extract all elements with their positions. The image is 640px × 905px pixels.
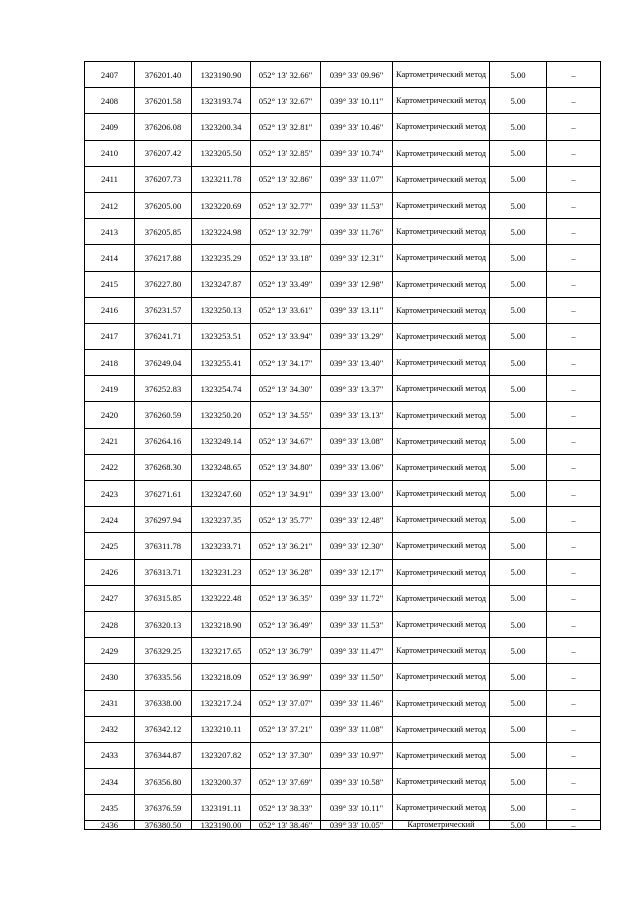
accuracy-cell: 5.00	[490, 140, 547, 166]
point-number-cell: 2422	[85, 454, 135, 480]
x-coordinate-cell: 376260.59	[135, 402, 192, 428]
latitude-cell: 052° 13' 34.91"	[251, 481, 321, 507]
longitude-cell: 039° 33' 12.98"	[321, 271, 393, 297]
note-cell: –	[547, 611, 601, 637]
latitude-cell: 052° 13' 36.21"	[251, 533, 321, 559]
table-row	[85, 821, 601, 830]
point-number-cell: 2436	[85, 821, 135, 830]
y-coordinate-cell: 1323253.51	[192, 323, 251, 349]
note-cell: –	[547, 821, 601, 830]
note-cell: –	[547, 533, 601, 559]
point-number-cell: 2415	[85, 271, 135, 297]
longitude-cell: 039° 33' 13.29"	[321, 323, 393, 349]
point-number-cell: 2414	[85, 245, 135, 271]
accuracy-cell: 5.00	[490, 166, 547, 192]
longitude-cell: 039° 33' 10.46"	[321, 114, 393, 140]
note-cell: –	[547, 454, 601, 480]
y-coordinate-cell: 1323210.11	[192, 716, 251, 742]
x-coordinate-cell: 376207.42	[135, 140, 192, 166]
latitude-cell: 052° 13' 38.46"	[251, 821, 321, 830]
method-cell: Картометрический метод	[393, 664, 490, 690]
longitude-cell: 039° 33' 11.53"	[321, 192, 393, 218]
method-cell: Картометрический метод	[393, 192, 490, 218]
latitude-cell: 052° 13' 36.79"	[251, 638, 321, 664]
accuracy-cell: 5.00	[490, 585, 547, 611]
method-cell: Картометрический метод	[393, 376, 490, 402]
point-number-cell: 2424	[85, 507, 135, 533]
note-cell: –	[547, 245, 601, 271]
point-number-cell: 2425	[85, 533, 135, 559]
latitude-cell: 052° 13' 34.67"	[251, 428, 321, 454]
latitude-cell: 052° 13' 33.94"	[251, 323, 321, 349]
table-row	[85, 769, 601, 795]
accuracy-cell: 5.00	[490, 664, 547, 690]
method-cell: Картометрический метод	[393, 166, 490, 192]
method-cell: Картометрический метод	[393, 271, 490, 297]
note-cell: –	[547, 742, 601, 768]
point-number-cell: 2409	[85, 114, 135, 140]
latitude-cell: 052° 13' 36.99"	[251, 664, 321, 690]
latitude-cell: 052° 13' 34.30"	[251, 376, 321, 402]
point-number-cell: 2435	[85, 795, 135, 821]
point-number-cell: 2431	[85, 690, 135, 716]
point-number-cell: 2432	[85, 716, 135, 742]
table-row	[85, 611, 601, 637]
x-coordinate-cell: 376344.87	[135, 742, 192, 768]
point-number-cell: 2434	[85, 769, 135, 795]
y-coordinate-cell: 1323190.00	[192, 821, 251, 830]
table-row	[85, 219, 601, 245]
table-row	[85, 350, 601, 376]
note-cell: –	[547, 219, 601, 245]
longitude-cell: 039° 33' 12.17"	[321, 559, 393, 585]
point-number-cell: 2417	[85, 323, 135, 349]
latitude-cell: 052° 13' 35.77"	[251, 507, 321, 533]
table-row	[85, 140, 601, 166]
accuracy-cell: 5.00	[490, 219, 547, 245]
table-row	[85, 271, 601, 297]
y-coordinate-cell: 1323200.37	[192, 769, 251, 795]
y-coordinate-cell: 1323190.90	[192, 62, 251, 88]
note-cell: –	[547, 271, 601, 297]
table-row	[85, 323, 601, 349]
latitude-cell: 052° 13' 34.55"	[251, 402, 321, 428]
x-coordinate-cell: 376297.94	[135, 507, 192, 533]
table-row	[85, 690, 601, 716]
y-coordinate-cell: 1323249.14	[192, 428, 251, 454]
note-cell: –	[547, 192, 601, 218]
x-coordinate-cell: 376252.83	[135, 376, 192, 402]
method-cell: Картометрический метод	[393, 140, 490, 166]
point-number-cell: 2416	[85, 297, 135, 323]
longitude-cell: 039° 33' 10.11"	[321, 88, 393, 114]
point-number-cell: 2411	[85, 166, 135, 192]
method-cell: Картометрический метод	[393, 88, 490, 114]
note-cell: –	[547, 297, 601, 323]
point-number-cell: 2430	[85, 664, 135, 690]
note-cell: –	[547, 114, 601, 140]
y-coordinate-cell: 1323218.09	[192, 664, 251, 690]
note-cell: –	[547, 507, 601, 533]
x-coordinate-cell: 376313.71	[135, 559, 192, 585]
method-cell: Картометрический метод	[393, 507, 490, 533]
table-row	[85, 428, 601, 454]
table-row	[85, 376, 601, 402]
method-cell: Картометрический метод	[393, 219, 490, 245]
y-coordinate-cell: 1323233.71	[192, 533, 251, 559]
table-row	[85, 114, 601, 140]
accuracy-cell: 5.00	[490, 62, 547, 88]
longitude-cell: 039° 33' 10.74"	[321, 140, 393, 166]
longitude-cell: 039° 33' 12.48"	[321, 507, 393, 533]
point-number-cell: 2410	[85, 140, 135, 166]
longitude-cell: 039° 33' 13.00"	[321, 481, 393, 507]
y-coordinate-cell: 1323217.24	[192, 690, 251, 716]
point-number-cell: 2428	[85, 611, 135, 637]
table-row	[85, 297, 601, 323]
table-row	[85, 166, 601, 192]
method-cell: Картометрический метод	[393, 481, 490, 507]
x-coordinate-cell: 376264.16	[135, 428, 192, 454]
method-cell: Картометрический метод	[393, 585, 490, 611]
method-cell: Картометрический метод	[393, 638, 490, 664]
y-coordinate-cell: 1323217.65	[192, 638, 251, 664]
longitude-cell: 039° 33' 13.11"	[321, 297, 393, 323]
accuracy-cell: 5.00	[490, 795, 547, 821]
accuracy-cell: 5.00	[490, 297, 547, 323]
x-coordinate-cell: 376207.73	[135, 166, 192, 192]
latitude-cell: 052° 13' 32.86"	[251, 166, 321, 192]
note-cell: –	[547, 323, 601, 349]
table-row	[85, 62, 601, 88]
note-cell: –	[547, 664, 601, 690]
y-coordinate-cell: 1323211.78	[192, 166, 251, 192]
longitude-cell: 039° 33' 11.07"	[321, 166, 393, 192]
point-number-cell: 2429	[85, 638, 135, 664]
longitude-cell: 039° 33' 12.30"	[321, 533, 393, 559]
method-cell: Картометрический метод	[393, 742, 490, 768]
x-coordinate-cell: 376205.85	[135, 219, 192, 245]
latitude-cell: 052° 13' 37.21"	[251, 716, 321, 742]
x-coordinate-cell: 376376.59	[135, 795, 192, 821]
latitude-cell: 052° 13' 32.79"	[251, 219, 321, 245]
accuracy-cell: 5.00	[490, 114, 547, 140]
method-cell: Картометрический метод	[393, 716, 490, 742]
point-number-cell: 2419	[85, 376, 135, 402]
table-row	[85, 402, 601, 428]
latitude-cell: 052° 13' 33.49"	[251, 271, 321, 297]
longitude-cell: 039° 33' 11.46"	[321, 690, 393, 716]
accuracy-cell: 5.00	[490, 559, 547, 585]
y-coordinate-cell: 1323235.29	[192, 245, 251, 271]
x-coordinate-cell: 376271.61	[135, 481, 192, 507]
table-body	[85, 62, 601, 830]
note-cell: –	[547, 559, 601, 585]
accuracy-cell: 5.00	[490, 769, 547, 795]
note-cell: –	[547, 690, 601, 716]
point-number-cell: 2413	[85, 219, 135, 245]
table-row	[85, 245, 601, 271]
longitude-cell: 039° 33' 13.13"	[321, 402, 393, 428]
table-row	[85, 507, 601, 533]
note-cell: –	[547, 350, 601, 376]
x-coordinate-cell: 376201.58	[135, 88, 192, 114]
latitude-cell: 052° 13' 37.07"	[251, 690, 321, 716]
longitude-cell: 039° 33' 11.53"	[321, 611, 393, 637]
latitude-cell: 052° 13' 33.61"	[251, 297, 321, 323]
point-number-cell: 2426	[85, 559, 135, 585]
table-row	[85, 559, 601, 585]
longitude-cell: 039° 33' 13.08"	[321, 428, 393, 454]
latitude-cell: 052° 13' 36.35"	[251, 585, 321, 611]
y-coordinate-cell: 1323220.69	[192, 192, 251, 218]
longitude-cell: 039° 33' 13.37"	[321, 376, 393, 402]
note-cell: –	[547, 585, 601, 611]
note-cell: –	[547, 795, 601, 821]
note-cell: –	[547, 716, 601, 742]
method-cell: Картометрический метод	[393, 350, 490, 376]
method-cell: Картометрический метод	[393, 114, 490, 140]
y-coordinate-cell: 1323218.90	[192, 611, 251, 637]
longitude-cell: 039° 33' 13.40"	[321, 350, 393, 376]
accuracy-cell: 5.00	[490, 821, 547, 830]
x-coordinate-cell: 376335.56	[135, 664, 192, 690]
method-cell: Картометрический метод	[393, 533, 490, 559]
x-coordinate-cell: 376217.88	[135, 245, 192, 271]
y-coordinate-cell: 1323247.60	[192, 481, 251, 507]
latitude-cell: 052° 13' 36.49"	[251, 611, 321, 637]
longitude-cell: 039° 33' 11.08"	[321, 716, 393, 742]
accuracy-cell: 5.00	[490, 690, 547, 716]
x-coordinate-cell: 376320.13	[135, 611, 192, 637]
y-coordinate-cell: 1323254.74	[192, 376, 251, 402]
accuracy-cell: 5.00	[490, 402, 547, 428]
x-coordinate-cell: 376206.08	[135, 114, 192, 140]
y-coordinate-cell: 1323255.41	[192, 350, 251, 376]
latitude-cell: 052° 13' 32.81"	[251, 114, 321, 140]
table-row	[85, 716, 601, 742]
x-coordinate-cell: 376241.71	[135, 323, 192, 349]
y-coordinate-cell: 1323193.74	[192, 88, 251, 114]
x-coordinate-cell: 376205.00	[135, 192, 192, 218]
method-cell: Картометрический метод	[393, 62, 490, 88]
y-coordinate-cell: 1323247.87	[192, 271, 251, 297]
method-cell: Картометрический метод	[393, 454, 490, 480]
accuracy-cell: 5.00	[490, 271, 547, 297]
x-coordinate-cell: 376380.50	[135, 821, 192, 830]
longitude-cell: 039° 33' 10.58"	[321, 769, 393, 795]
y-coordinate-cell: 1323250.13	[192, 297, 251, 323]
longitude-cell: 039° 33' 11.50"	[321, 664, 393, 690]
latitude-cell: 052° 13' 38.33"	[251, 795, 321, 821]
x-coordinate-cell: 376342.12	[135, 716, 192, 742]
method-cell: Картометрический метод	[393, 559, 490, 585]
accuracy-cell: 5.00	[490, 376, 547, 402]
accuracy-cell: 5.00	[490, 192, 547, 218]
x-coordinate-cell: 376231.57	[135, 297, 192, 323]
point-number-cell: 2421	[85, 428, 135, 454]
method-cell: Картометрический метод	[393, 611, 490, 637]
y-coordinate-cell: 1323222.48	[192, 585, 251, 611]
x-coordinate-cell: 376315.85	[135, 585, 192, 611]
note-cell: –	[547, 481, 601, 507]
longitude-cell: 039° 33' 10.11"	[321, 795, 393, 821]
accuracy-cell: 5.00	[490, 638, 547, 664]
y-coordinate-cell: 1323237.35	[192, 507, 251, 533]
method-cell: Картометрический метод	[393, 795, 490, 821]
table-row	[85, 664, 601, 690]
y-coordinate-cell: 1323191.11	[192, 795, 251, 821]
note-cell: –	[547, 769, 601, 795]
table-row	[85, 742, 601, 768]
latitude-cell: 052° 13' 36.28"	[251, 559, 321, 585]
table-row	[85, 454, 601, 480]
note-cell: –	[547, 402, 601, 428]
method-cell: Картометрический метод	[393, 245, 490, 271]
point-number-cell: 2427	[85, 585, 135, 611]
x-coordinate-cell: 376268.30	[135, 454, 192, 480]
point-number-cell: 2408	[85, 88, 135, 114]
accuracy-cell: 5.00	[490, 716, 547, 742]
method-cell: Картометрический метод	[393, 428, 490, 454]
method-cell: Картометрический	[393, 821, 490, 830]
method-cell: Картометрический метод	[393, 402, 490, 428]
table-row	[85, 585, 601, 611]
latitude-cell: 052° 13' 37.69"	[251, 769, 321, 795]
table-row	[85, 795, 601, 821]
latitude-cell: 052° 13' 32.85"	[251, 140, 321, 166]
latitude-cell: 052° 13' 32.67"	[251, 88, 321, 114]
method-cell: Картометрический метод	[393, 690, 490, 716]
coordinates-table	[84, 61, 601, 830]
table-row	[85, 638, 601, 664]
accuracy-cell: 5.00	[490, 350, 547, 376]
latitude-cell: 052° 13' 33.18"	[251, 245, 321, 271]
accuracy-cell: 5.00	[490, 454, 547, 480]
note-cell: –	[547, 88, 601, 114]
y-coordinate-cell: 1323224.98	[192, 219, 251, 245]
accuracy-cell: 5.00	[490, 428, 547, 454]
accuracy-cell: 5.00	[490, 245, 547, 271]
longitude-cell: 039° 33' 13.06"	[321, 454, 393, 480]
y-coordinate-cell: 1323205.50	[192, 140, 251, 166]
method-cell: Картометрический метод	[393, 297, 490, 323]
longitude-cell: 039° 33' 11.76"	[321, 219, 393, 245]
y-coordinate-cell: 1323248.65	[192, 454, 251, 480]
x-coordinate-cell: 376249.04	[135, 350, 192, 376]
method-cell: Картометрический метод	[393, 323, 490, 349]
point-number-cell: 2420	[85, 402, 135, 428]
x-coordinate-cell: 376201.40	[135, 62, 192, 88]
longitude-cell: 039° 33' 10.97"	[321, 742, 393, 768]
x-coordinate-cell: 376356.80	[135, 769, 192, 795]
longitude-cell: 039° 33' 10.05"	[321, 821, 393, 830]
y-coordinate-cell: 1323207.82	[192, 742, 251, 768]
longitude-cell: 039° 33' 12.31"	[321, 245, 393, 271]
table-row	[85, 481, 601, 507]
note-cell: –	[547, 140, 601, 166]
accuracy-cell: 5.00	[490, 323, 547, 349]
y-coordinate-cell: 1323231.23	[192, 559, 251, 585]
accuracy-cell: 5.00	[490, 742, 547, 768]
x-coordinate-cell: 376227.80	[135, 271, 192, 297]
accuracy-cell: 5.00	[490, 533, 547, 559]
table-row	[85, 88, 601, 114]
point-number-cell: 2418	[85, 350, 135, 376]
accuracy-cell: 5.00	[490, 481, 547, 507]
latitude-cell: 052° 13' 32.66"	[251, 62, 321, 88]
note-cell: –	[547, 166, 601, 192]
longitude-cell: 039° 33' 11.72"	[321, 585, 393, 611]
table-row	[85, 192, 601, 218]
note-cell: –	[547, 62, 601, 88]
y-coordinate-cell: 1323200.34	[192, 114, 251, 140]
x-coordinate-cell: 376338.00	[135, 690, 192, 716]
latitude-cell: 052° 13' 34.80"	[251, 454, 321, 480]
accuracy-cell: 5.00	[490, 507, 547, 533]
latitude-cell: 052° 13' 32.77"	[251, 192, 321, 218]
latitude-cell: 052° 13' 37.30"	[251, 742, 321, 768]
note-cell: –	[547, 638, 601, 664]
method-cell: Картометрический метод	[393, 769, 490, 795]
point-number-cell: 2423	[85, 481, 135, 507]
longitude-cell: 039° 33' 11.47"	[321, 638, 393, 664]
point-number-cell: 2433	[85, 742, 135, 768]
table-row	[85, 533, 601, 559]
x-coordinate-cell: 376311.78	[135, 533, 192, 559]
note-cell: –	[547, 428, 601, 454]
longitude-cell: 039° 33' 09.96"	[321, 62, 393, 88]
point-number-cell: 2412	[85, 192, 135, 218]
latitude-cell: 052° 13' 34.17"	[251, 350, 321, 376]
point-number-cell: 2407	[85, 62, 135, 88]
y-coordinate-cell: 1323250.20	[192, 402, 251, 428]
note-cell: –	[547, 376, 601, 402]
accuracy-cell: 5.00	[490, 88, 547, 114]
accuracy-cell: 5.00	[490, 611, 547, 637]
x-coordinate-cell: 376329.25	[135, 638, 192, 664]
